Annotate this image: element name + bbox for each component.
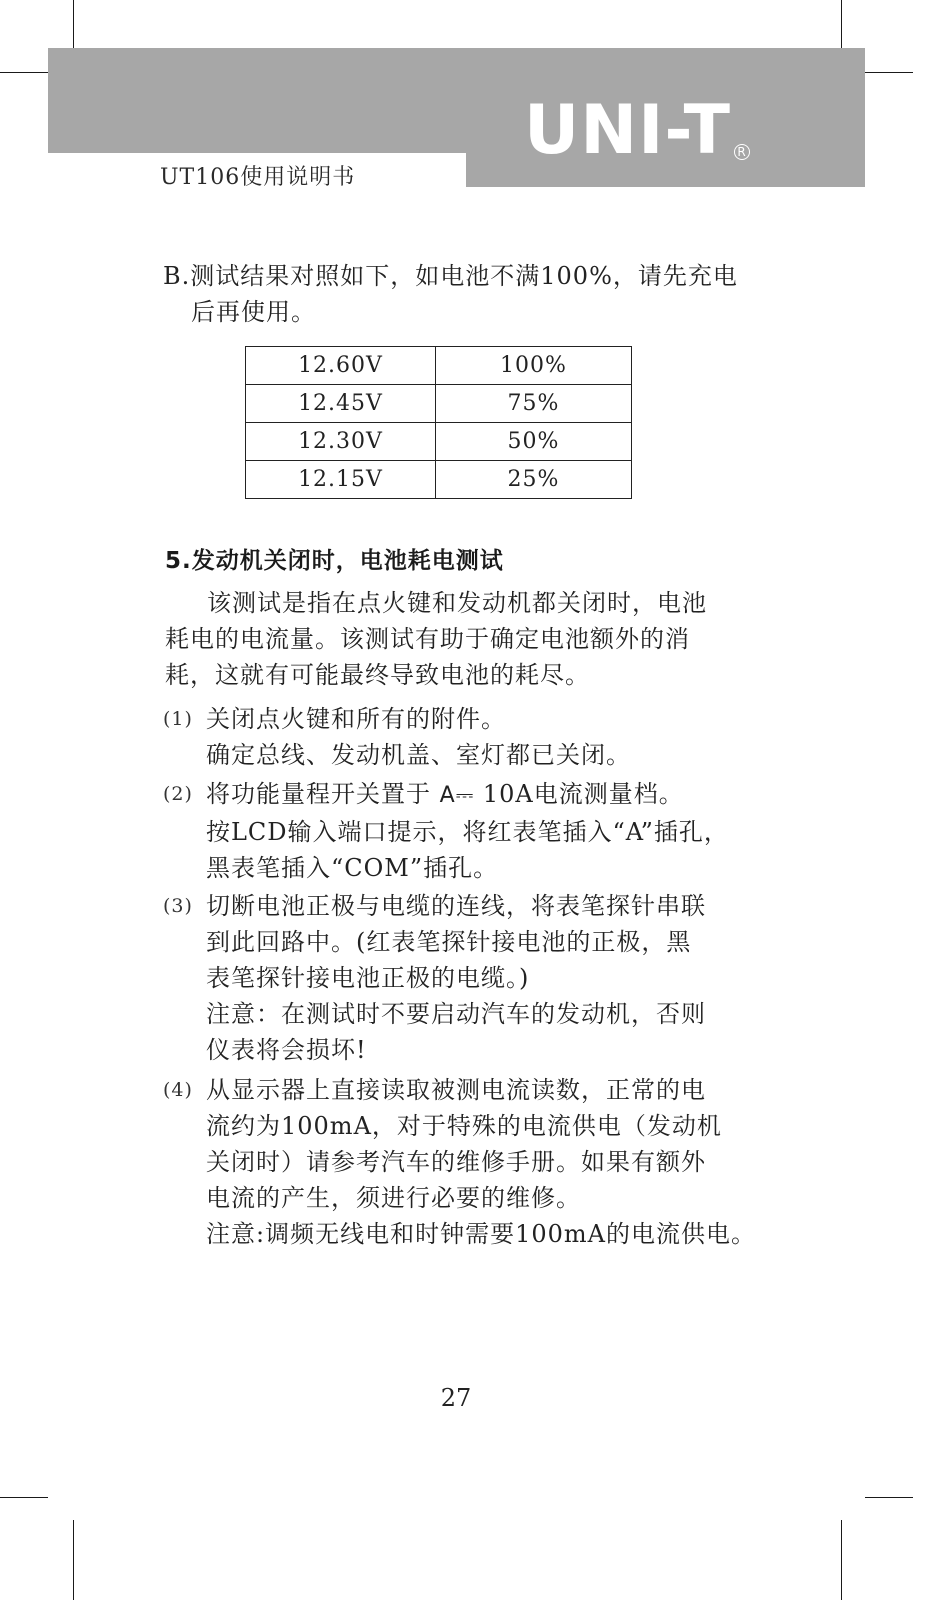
step-line: 确定总线、发动机盖、室灯都已关闭。	[206, 741, 631, 769]
charge-cell: 100%	[436, 347, 632, 385]
battery-charge-table	[245, 346, 632, 499]
step-item	[163, 888, 763, 1068]
step-line: 仪表将会损坏!	[206, 1036, 367, 1064]
charge-cell: 75%	[436, 385, 632, 423]
step-line: 黑表笔插入“COM”插孔。	[206, 854, 499, 882]
step-line: 注意：在测试时不要启动汽车的发动机，否则	[206, 1000, 706, 1028]
step-line: 表笔探针接电池正极的电缆。)	[206, 964, 530, 992]
step-item	[163, 776, 763, 884]
step-line: 切断电池正极与电缆的连线，将表笔探针串联	[206, 892, 706, 920]
crop-mark	[0, 72, 48, 73]
table-row	[246, 385, 632, 423]
step-number: (3)	[163, 895, 193, 917]
charge-cell: 50%	[436, 423, 632, 461]
step-body	[206, 1072, 766, 1252]
step-body	[206, 701, 766, 773]
table-row	[246, 347, 632, 385]
crop-mark	[865, 1497, 913, 1498]
step-item	[163, 701, 763, 773]
step-line: 电流的产生，须进行必要的维修。	[206, 1184, 581, 1212]
table-row	[246, 461, 632, 499]
paragraph-line: 耗电的电流量。该测试有助于确定电池额外的消	[165, 625, 690, 653]
manual-title: UT106使用说明书	[160, 165, 356, 190]
intro-line: B.测试结果对照如下，如电池不满100%，请先充电	[163, 262, 738, 290]
crop-mark	[73, 1520, 74, 1600]
section-heading: 5.发动机关闭时，电池耗电测试	[165, 548, 504, 574]
voltage-cell: 12.30V	[246, 423, 436, 461]
step-body	[206, 888, 766, 1068]
crop-mark	[865, 72, 913, 73]
crop-mark	[841, 0, 842, 48]
step-line: 到此回路中。(红表笔探针接电池的正极，黑	[206, 928, 692, 956]
registered-mark: R	[734, 144, 750, 160]
section-paragraph	[165, 585, 765, 693]
logo-text: UNI-T	[524, 91, 732, 170]
voltage-cell: 12.15V	[246, 461, 436, 499]
table-row	[246, 423, 632, 461]
step-number: (2)	[163, 783, 193, 805]
voltage-cell: 12.45V	[246, 385, 436, 423]
brand-logo	[524, 91, 750, 170]
intro-paragraph	[163, 258, 773, 330]
step-line: 关闭点火键和所有的附件。	[206, 705, 506, 733]
paragraph-line: 该测试是指在点火键和发动机都关闭时，电池	[207, 589, 707, 617]
crop-mark	[0, 1497, 48, 1498]
step-text: 10A电流测量档。	[482, 780, 684, 808]
step-number: (4)	[163, 1079, 193, 1101]
page-number: 27	[440, 1384, 472, 1412]
step-line: 流约为100mA，对于特殊的电流供电（发动机	[206, 1112, 722, 1140]
paragraph-line: 耗，这就有可能最终导致电池的耗尽。	[165, 661, 590, 689]
step-line: 注意:调频无线电和时钟需要100mA的电流供电。	[206, 1220, 756, 1248]
step-item	[163, 1072, 763, 1252]
crop-mark	[73, 0, 74, 48]
intro-line: 后再使用。	[191, 298, 316, 326]
dc-ampere-symbol: A⎓	[439, 783, 475, 808]
step-line: 关闭时）请参考汽车的维修手册。如果有额外	[206, 1148, 706, 1176]
step-body	[206, 776, 766, 886]
crop-mark	[841, 1520, 842, 1600]
step-text: 将功能量程开关置于	[206, 780, 431, 808]
voltage-cell: 12.60V	[246, 347, 436, 385]
charge-cell: 25%	[436, 461, 632, 499]
step-number: (1)	[163, 708, 193, 730]
step-line: 从显示器上直接读取被测电流读数，正常的电	[206, 1076, 706, 1104]
step-line	[206, 776, 766, 814]
step-line: 按LCD输入端口提示，将红表笔插入“A”插孔，	[206, 818, 729, 846]
